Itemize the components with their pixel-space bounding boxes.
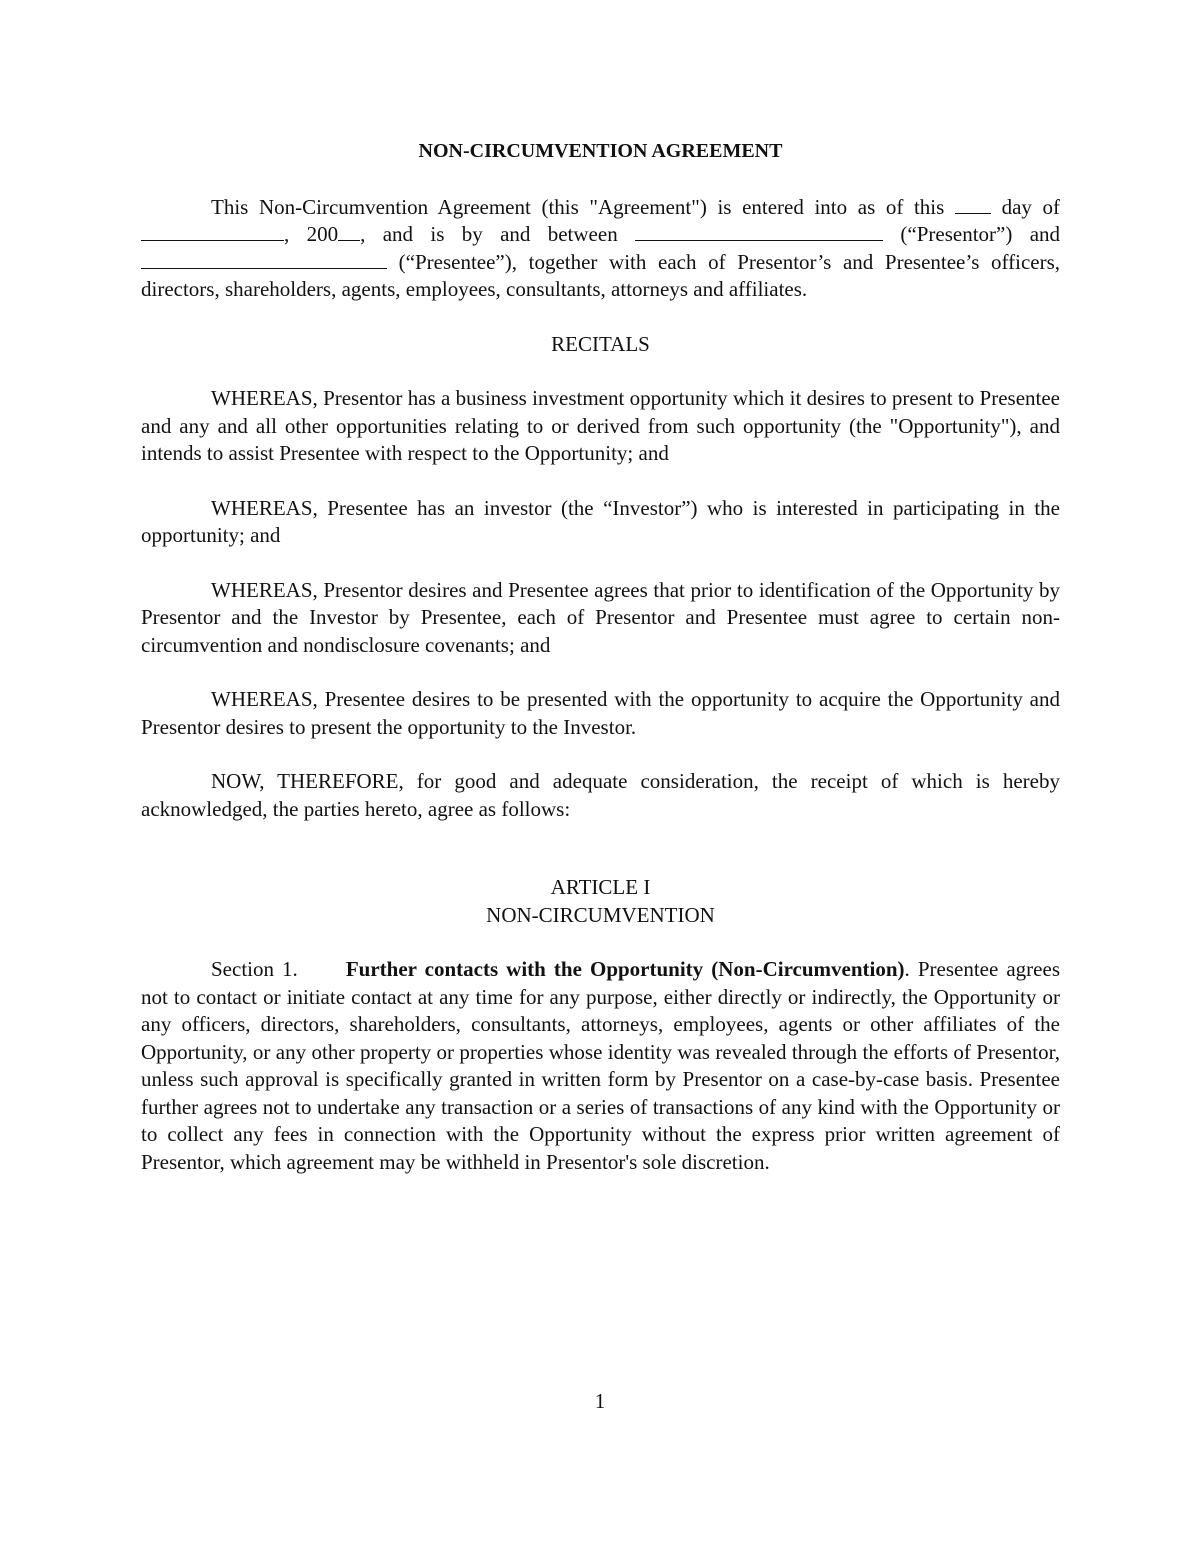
intro-text-6: (“Presentee”), together with each of Presentor’s and Presentee’s officers, directors, shareholders, agents, employees, consultants, attorneys and affiliates.	[141, 249, 1061, 301]
section-1-paragraph	[141, 956, 1060, 1176]
blank-day[interactable]	[955, 195, 991, 214]
intro-text-5: (“Presentor”) and	[900, 222, 1061, 246]
document-title: NON-CIRCUMVENTION AGREEMENT	[418, 140, 783, 162]
blank-presentor[interactable]	[635, 222, 883, 241]
whereas-paragraph: WHEREAS, Presentee desires to be presented with the opportunity to acquire the Opportunity and Presentor desires to present the opportunity to the Investor.	[141, 687, 1060, 739]
intro-paragraph	[141, 194, 1060, 304]
section-1-heading: Further contacts with the Opportunity (Non-Circumvention)	[345, 957, 905, 981]
article-number: ARTICLE I	[550, 875, 651, 899]
section-1-label: Section 1.	[211, 957, 298, 981]
blank-month[interactable]	[141, 222, 284, 241]
now-therefore-paragraph: NOW, THEREFORE, for good and adequate consideration, the receipt of which is hereby acknowledged, the parties hereto, agree as follows:	[141, 769, 1060, 821]
whereas-paragraph: WHEREAS, Presentor has a business investment opportunity which it desires to present to Presentee and any and all other opportunities relating to or derived from such opportunity (the "Opportunity"), and intends to assist Presentee with respect to the Opportunity; and	[141, 386, 1060, 465]
intro-text-1: This Non-Circumvention Agreement (this "Agreement") is entered into as of this	[211, 194, 945, 219]
whereas-paragraph: WHEREAS, Presentor desires and Presentee agrees that prior to identification of the Opportunity by Presentor and the Investor by Presentee, each of Presentor and Presentee must agree to certain non-circumvention and nondisclosure covenants; and	[141, 577, 1060, 657]
blank-year[interactable]	[338, 222, 360, 241]
article-name: NON-CIRCUMVENTION	[486, 902, 715, 927]
blank-presentee[interactable]	[141, 250, 387, 269]
intro-text-3: , 200	[284, 222, 339, 246]
document-page	[141, 138, 1060, 1203]
section-1-period: .	[904, 957, 910, 981]
page-number: 1	[594, 1389, 606, 1413]
intro-text-4: , and is by and between	[360, 222, 618, 246]
whereas-paragraph: WHEREAS, Presentee has an investor (the “Investor”) who is interested in participating in the opportunity; and	[141, 495, 1060, 547]
intro-text-2: day of	[1001, 194, 1061, 219]
section-1-body: Presentee agrees not to contact or initiate contact at any time for any purpose, either directly or indirectly, the Opportunity or any officers, directors, shareholders, consultants, attorneys, employees, agents or other affiliates of the Opportunity, or any other property or properties whose identity was revealed through the efforts of Presentor, unless such approval is specifically granted in written form by Presentor on a case-by-case basis. Presentee further agrees not to undertake any transaction or a series of transactions of any kind with the Opportunity or to collect any fees in connection with the Opportunity without the express prior written agreement of Presentor, which agreement may be withheld in Presentor's sole discretion.	[141, 957, 1060, 1174]
article-heading	[141, 874, 1060, 929]
recitals-heading: RECITALS	[551, 331, 650, 356]
